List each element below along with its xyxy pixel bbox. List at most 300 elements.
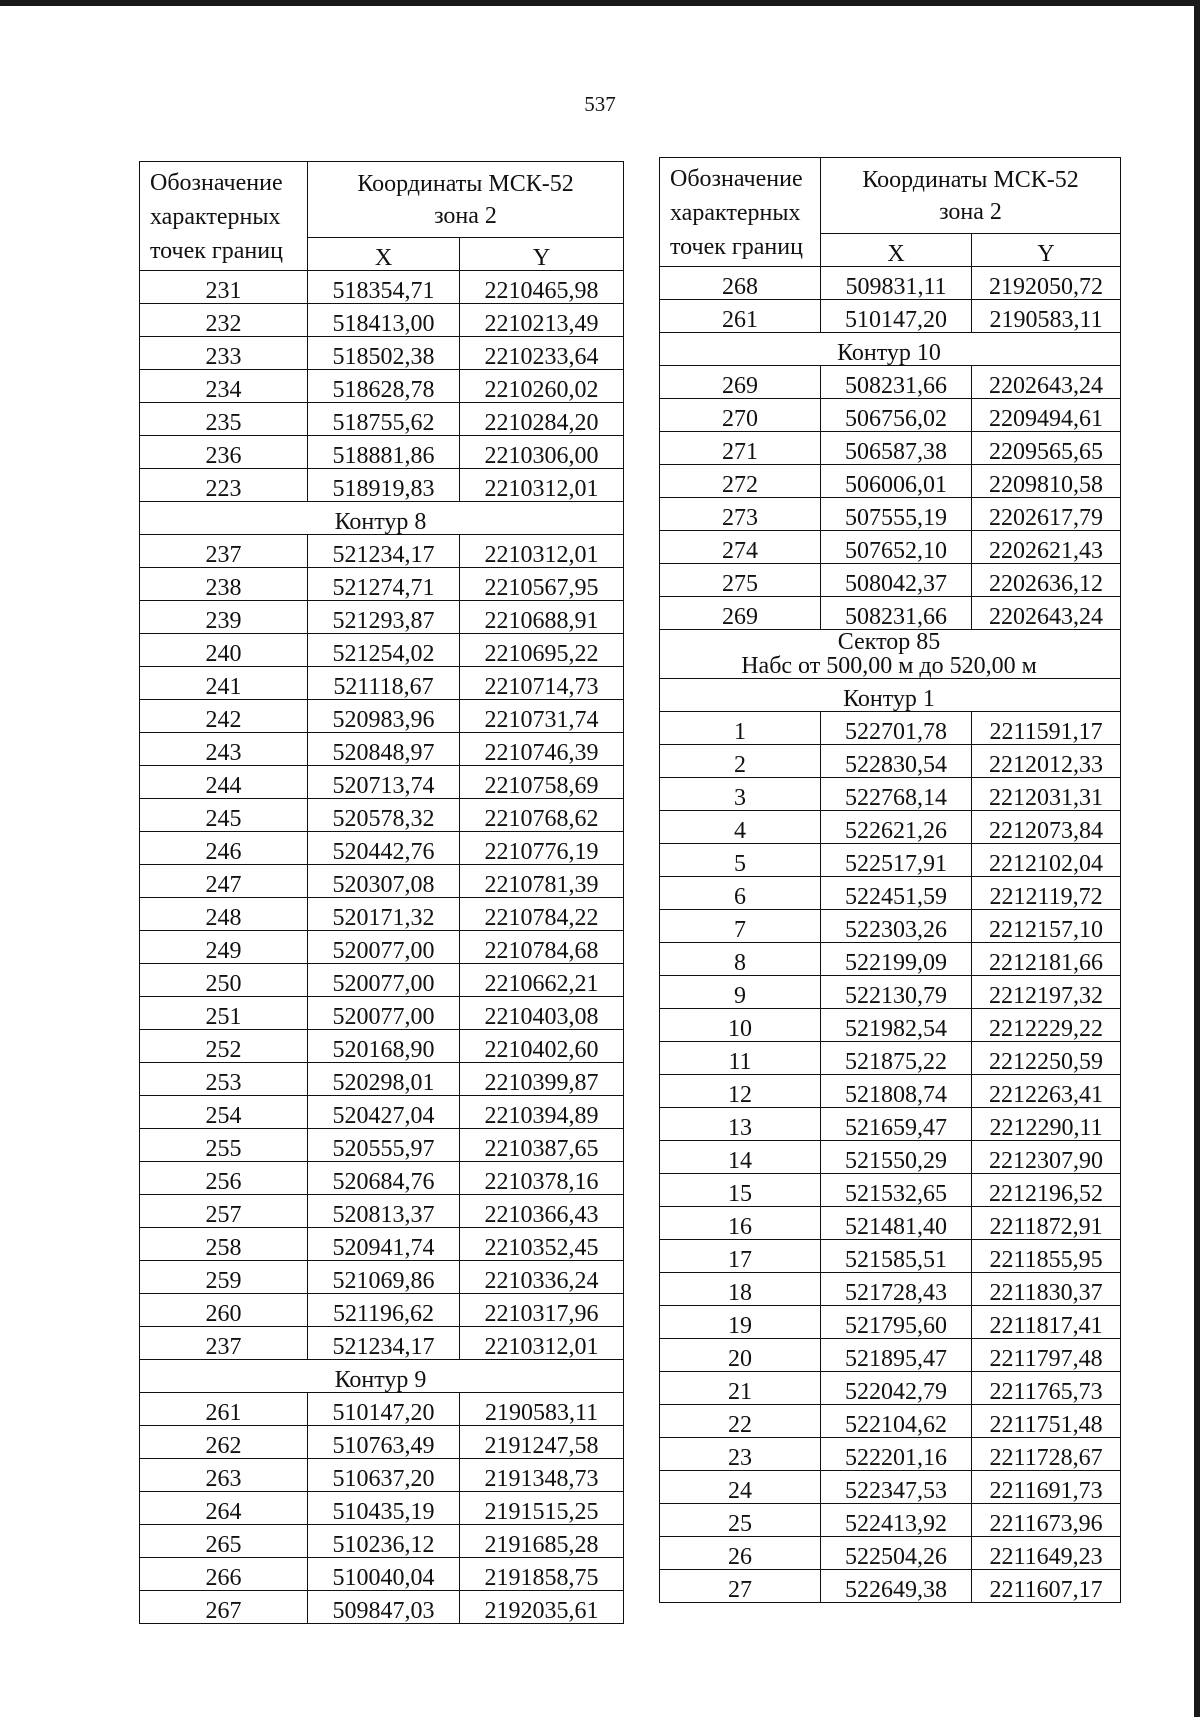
y-coordinate-cell: 2211765,73 <box>972 1372 1121 1405</box>
table-row <box>660 564 1121 597</box>
y-coordinate-cell: 2212073,84 <box>972 811 1121 844</box>
y-coordinate-cell: 2212181,66 <box>972 943 1121 976</box>
table-row <box>660 1306 1121 1339</box>
x-coordinate-cell: 522504,26 <box>821 1537 972 1570</box>
y-coordinate-cell: 2210714,73 <box>460 667 624 700</box>
x-coordinate-cell: 510763,49 <box>308 1426 460 1459</box>
table-row <box>140 667 624 700</box>
x-coordinate-cell: 521808,74 <box>821 1075 972 1108</box>
y-coordinate-cell: 2210399,87 <box>460 1063 624 1096</box>
table-row <box>140 997 624 1030</box>
x-coordinate-cell: 522199,09 <box>821 943 972 976</box>
x-coordinate-cell: 510435,19 <box>308 1492 460 1525</box>
section-subtitle-text: Набс от 500,00 м до 520,00 м <box>741 653 1037 679</box>
point-number-cell: 237 <box>140 535 308 568</box>
point-number-cell: 247 <box>140 865 308 898</box>
y-coordinate-cell: 2212119,72 <box>972 877 1121 910</box>
y-coordinate-cell: 2211607,17 <box>972 1570 1121 1603</box>
x-coordinate-cell: 520171,32 <box>308 898 460 931</box>
x-coordinate-cell: 518628,78 <box>308 370 460 403</box>
x-coordinate-cell: 520307,08 <box>308 865 460 898</box>
x-coordinate-cell: 508231,66 <box>821 366 972 399</box>
y-coordinate-cell: 2211872,91 <box>972 1207 1121 1240</box>
table-row <box>140 469 624 502</box>
table-row <box>140 733 624 766</box>
x-coordinate-cell: 509831,11 <box>821 267 972 300</box>
y-coordinate-cell: 2210758,69 <box>460 766 624 799</box>
table-row <box>660 432 1121 465</box>
y-coordinate-cell: 2211830,37 <box>972 1273 1121 1306</box>
y-coordinate-cell: 2210306,00 <box>460 436 624 469</box>
x-coordinate-cell: 521481,40 <box>821 1207 972 1240</box>
y-coordinate-cell: 2202621,43 <box>972 531 1121 564</box>
point-number-cell: 241 <box>140 667 308 700</box>
point-number-cell: 259 <box>140 1261 308 1294</box>
table-row <box>660 465 1121 498</box>
x-coordinate-cell: 520168,90 <box>308 1030 460 1063</box>
y-coordinate-cell: 2212250,59 <box>972 1042 1121 1075</box>
y-coordinate-cell: 2190583,11 <box>972 300 1121 333</box>
point-number-cell: 249 <box>140 931 308 964</box>
x-coordinate-cell: 521982,54 <box>821 1009 972 1042</box>
point-number-cell: 262 <box>140 1426 308 1459</box>
point-number-cell: 8 <box>660 943 821 976</box>
point-number-cell: 234 <box>140 370 308 403</box>
point-number-cell: 16 <box>660 1207 821 1240</box>
point-number-cell: 15 <box>660 1174 821 1207</box>
y-coordinate-cell: 2210312,01 <box>460 469 624 502</box>
y-coordinate-cell: 2211728,67 <box>972 1438 1121 1471</box>
table-row <box>660 811 1121 844</box>
section-title <box>660 333 1121 366</box>
y-coordinate-cell: 2211817,41 <box>972 1306 1121 1339</box>
table-row <box>660 712 1121 745</box>
point-number-cell: 236 <box>140 436 308 469</box>
x-coordinate-cell: 508231,66 <box>821 597 972 630</box>
point-number-cell: 238 <box>140 568 308 601</box>
x-coordinate-cell: 521118,67 <box>308 667 460 700</box>
table-row <box>140 535 624 568</box>
point-number-cell: 254 <box>140 1096 308 1129</box>
point-number-cell: 260 <box>140 1294 308 1327</box>
x-coordinate-cell: 510147,20 <box>821 300 972 333</box>
point-number-cell: 10 <box>660 1009 821 1042</box>
section-title-text: Контур 1 <box>843 686 935 712</box>
x-coordinate-cell: 506756,02 <box>821 399 972 432</box>
x-coordinate-cell: 508042,37 <box>821 564 972 597</box>
point-number-cell: 263 <box>140 1459 308 1492</box>
section-row <box>660 679 1121 712</box>
point-number-cell: 246 <box>140 832 308 865</box>
y-column-header: Y <box>460 237 624 270</box>
table-row <box>660 877 1121 910</box>
table-row <box>140 1393 624 1426</box>
x-coordinate-cell: 522413,92 <box>821 1504 972 1537</box>
y-coordinate-cell: 2211797,48 <box>972 1339 1121 1372</box>
table-row <box>660 976 1121 1009</box>
section-row <box>140 502 624 535</box>
x-coordinate-cell: 522104,62 <box>821 1405 972 1438</box>
table-row <box>660 1405 1121 1438</box>
x-coordinate-cell: 520684,76 <box>308 1162 460 1195</box>
table-row <box>140 1096 624 1129</box>
x-coordinate-cell: 522201,16 <box>821 1438 972 1471</box>
point-number-cell: 7 <box>660 910 821 943</box>
x-coordinate-cell: 522303,26 <box>821 910 972 943</box>
header-label-line1: Обозначение <box>670 166 803 192</box>
point-number-cell: 248 <box>140 898 308 931</box>
table-row <box>140 1558 624 1591</box>
y-coordinate-cell: 2210784,22 <box>460 898 624 931</box>
y-coordinate-cell: 2209494,61 <box>972 399 1121 432</box>
y-coordinate-cell: 2192050,72 <box>972 267 1121 300</box>
x-coordinate-cell: 510637,20 <box>308 1459 460 1492</box>
table-row <box>660 1570 1121 1603</box>
table-body-right <box>660 267 1121 1603</box>
point-number-cell: 261 <box>140 1393 308 1426</box>
coordinates-table-right <box>659 157 1121 1603</box>
x-coordinate-cell: 518354,71 <box>308 271 460 304</box>
table-row <box>140 1327 624 1360</box>
table-row <box>140 1591 624 1624</box>
x-coordinate-cell: 521728,43 <box>821 1273 972 1306</box>
scan-edge-right <box>1194 0 1200 1717</box>
table-row <box>140 931 624 964</box>
x-coordinate-cell: 522130,79 <box>821 976 972 1009</box>
table-row <box>660 1240 1121 1273</box>
x-coordinate-cell: 521196,62 <box>308 1294 460 1327</box>
points-column-header <box>660 158 821 267</box>
y-coordinate-cell: 2210260,02 <box>460 370 624 403</box>
y-coordinate-cell: 2211751,48 <box>972 1405 1121 1438</box>
y-coordinate-cell: 2210394,89 <box>460 1096 624 1129</box>
x-coordinate-cell: 520813,37 <box>308 1195 460 1228</box>
point-number-cell: 17 <box>660 1240 821 1273</box>
x-coordinate-cell: 522042,79 <box>821 1372 972 1405</box>
y-coordinate-cell: 2211591,17 <box>972 712 1121 745</box>
point-number-cell: 18 <box>660 1273 821 1306</box>
point-number-cell: 20 <box>660 1339 821 1372</box>
x-coordinate-cell: 520848,97 <box>308 733 460 766</box>
x-coordinate-cell: 518755,62 <box>308 403 460 436</box>
point-number-cell: 11 <box>660 1042 821 1075</box>
y-coordinate-cell: 2210465,98 <box>460 271 624 304</box>
point-number-cell: 270 <box>660 399 821 432</box>
y-coordinate-cell: 2202643,24 <box>972 366 1121 399</box>
point-number-cell: 27 <box>660 1570 821 1603</box>
point-number-cell: 266 <box>140 1558 308 1591</box>
y-coordinate-cell: 2210284,20 <box>460 403 624 436</box>
x-coordinate-cell: 518413,00 <box>308 304 460 337</box>
point-number-cell: 237 <box>140 1327 308 1360</box>
point-number-cell: 4 <box>660 811 821 844</box>
y-coordinate-cell: 2210366,43 <box>460 1195 624 1228</box>
table-row <box>660 597 1121 630</box>
point-number-cell: 261 <box>660 300 821 333</box>
y-coordinate-cell: 2212012,33 <box>972 745 1121 778</box>
x-coordinate-cell: 522701,78 <box>821 712 972 745</box>
coordinates-header <box>821 158 1121 234</box>
table-row <box>140 799 624 832</box>
y-coordinate-cell: 2211855,95 <box>972 1240 1121 1273</box>
table-row <box>660 1537 1121 1570</box>
point-number-cell: 265 <box>140 1525 308 1558</box>
x-coordinate-cell: 518919,83 <box>308 469 460 502</box>
table-row <box>660 943 1121 976</box>
point-number-cell: 25 <box>660 1504 821 1537</box>
table-row <box>140 436 624 469</box>
table-row <box>140 337 624 370</box>
table-row <box>140 1294 624 1327</box>
table-row <box>140 568 624 601</box>
table-row <box>660 910 1121 943</box>
x-coordinate-cell: 510040,04 <box>308 1558 460 1591</box>
x-coordinate-cell: 507652,10 <box>821 531 972 564</box>
table-row <box>140 1129 624 1162</box>
x-coordinate-cell: 520555,97 <box>308 1129 460 1162</box>
table-row <box>140 1261 624 1294</box>
point-number-cell: 231 <box>140 271 308 304</box>
y-coordinate-cell: 2190583,11 <box>460 1393 624 1426</box>
x-coordinate-cell: 507555,19 <box>821 498 972 531</box>
point-number-cell: 22 <box>660 1405 821 1438</box>
point-number-cell: 275 <box>660 564 821 597</box>
y-coordinate-cell: 2210731,74 <box>460 700 624 733</box>
y-coordinate-cell: 2212197,32 <box>972 976 1121 1009</box>
table-row <box>140 832 624 865</box>
point-number-cell: 271 <box>660 432 821 465</box>
point-number-cell: 242 <box>140 700 308 733</box>
table-row <box>660 498 1121 531</box>
table-row <box>140 1426 624 1459</box>
x-coordinate-cell: 510236,12 <box>308 1525 460 1558</box>
table-row <box>660 1141 1121 1174</box>
x-coordinate-cell: 520427,04 <box>308 1096 460 1129</box>
page-number: 537 <box>584 92 616 116</box>
x-coordinate-cell: 521532,65 <box>821 1174 972 1207</box>
x-coordinate-cell: 522517,91 <box>821 844 972 877</box>
table-row <box>660 778 1121 811</box>
coordinates-header-line1: Координаты МСК-52 <box>357 171 574 197</box>
point-number-cell: 250 <box>140 964 308 997</box>
table-row <box>660 1339 1121 1372</box>
point-number-cell: 13 <box>660 1108 821 1141</box>
x-coordinate-cell: 520077,00 <box>308 997 460 1030</box>
table-row <box>140 1162 624 1195</box>
table-row <box>660 1108 1121 1141</box>
table-row <box>140 1195 624 1228</box>
point-number-cell: 19 <box>660 1306 821 1339</box>
y-coordinate-cell: 2210403,08 <box>460 997 624 1030</box>
x-coordinate-cell: 520298,01 <box>308 1063 460 1096</box>
section-title <box>660 630 1121 679</box>
table-row <box>140 898 624 931</box>
y-coordinate-cell: 2212229,22 <box>972 1009 1121 1042</box>
table-row <box>660 1273 1121 1306</box>
x-coordinate-cell: 520713,74 <box>308 766 460 799</box>
table-row <box>660 1372 1121 1405</box>
y-coordinate-cell: 2191685,28 <box>460 1525 624 1558</box>
y-coordinate-cell: 2191247,58 <box>460 1426 624 1459</box>
x-coordinate-cell: 521895,47 <box>821 1339 972 1372</box>
point-number-cell: 1 <box>660 712 821 745</box>
y-coordinate-cell: 2210768,62 <box>460 799 624 832</box>
section-title <box>140 502 624 535</box>
x-coordinate-cell: 521585,51 <box>821 1240 972 1273</box>
point-number-cell: 6 <box>660 877 821 910</box>
point-number-cell: 21 <box>660 1372 821 1405</box>
x-coordinate-cell: 521274,71 <box>308 568 460 601</box>
coordinates-header <box>308 162 624 238</box>
section-title-text: Контур 8 <box>334 509 427 535</box>
section-title-text: Сектор 85 <box>837 629 941 655</box>
x-coordinate-cell: 521550,29 <box>821 1141 972 1174</box>
table-row <box>660 366 1121 399</box>
y-coordinate-cell: 2210784,68 <box>460 931 624 964</box>
x-coordinate-cell: 522621,26 <box>821 811 972 844</box>
table-row <box>660 844 1121 877</box>
x-coordinate-cell: 521293,87 <box>308 601 460 634</box>
y-coordinate-cell: 2210352,45 <box>460 1228 624 1261</box>
section-row <box>140 1360 624 1393</box>
y-coordinate-cell: 2212196,52 <box>972 1174 1121 1207</box>
header-label-line2: характерных <box>150 204 281 230</box>
table-row <box>140 964 624 997</box>
point-number-cell: 257 <box>140 1195 308 1228</box>
header-label-line2: характерных <box>670 200 801 226</box>
y-coordinate-cell: 2192035,61 <box>460 1591 624 1624</box>
x-coordinate-cell: 521069,86 <box>308 1261 460 1294</box>
y-coordinate-cell: 2210781,39 <box>460 865 624 898</box>
x-coordinate-cell: 521795,60 <box>821 1306 972 1339</box>
table-row <box>140 865 624 898</box>
x-coordinate-cell: 506587,38 <box>821 432 972 465</box>
y-coordinate-cell: 2212031,31 <box>972 778 1121 811</box>
point-number-cell: 223 <box>140 469 308 502</box>
y-coordinate-cell: 2202643,24 <box>972 597 1121 630</box>
table-row <box>140 601 624 634</box>
section-row <box>660 630 1121 679</box>
x-coordinate-cell: 520983,96 <box>308 700 460 733</box>
table-row <box>140 1492 624 1525</box>
y-coordinate-cell: 2212290,11 <box>972 1108 1121 1141</box>
point-number-cell: 269 <box>660 597 821 630</box>
table-row <box>660 267 1121 300</box>
header-label-line1: Обозначение <box>150 170 283 196</box>
y-coordinate-cell: 2191348,73 <box>460 1459 624 1492</box>
x-coordinate-cell: 522347,53 <box>821 1471 972 1504</box>
point-number-cell: 272 <box>660 465 821 498</box>
x-coordinate-cell: 520077,00 <box>308 964 460 997</box>
header-label-line3: точек границ <box>670 234 803 260</box>
y-coordinate-cell: 2210567,95 <box>460 568 624 601</box>
y-coordinate-cell: 2212157,10 <box>972 910 1121 943</box>
table-row <box>140 304 624 337</box>
point-number-cell: 2 <box>660 745 821 778</box>
x-coordinate-cell: 522830,54 <box>821 745 972 778</box>
y-coordinate-cell: 2212102,04 <box>972 844 1121 877</box>
table-row <box>660 1009 1121 1042</box>
point-number-cell: 256 <box>140 1162 308 1195</box>
point-number-cell: 252 <box>140 1030 308 1063</box>
y-coordinate-cell: 2211691,73 <box>972 1471 1121 1504</box>
y-coordinate-cell: 2210317,96 <box>460 1294 624 1327</box>
y-coordinate-cell: 2210695,22 <box>460 634 624 667</box>
coordinates-header-line2: зона 2 <box>939 199 1002 225</box>
y-coordinate-cell: 2210233,64 <box>460 337 624 370</box>
y-coordinate-cell: 2211673,96 <box>972 1504 1121 1537</box>
x-column-header: X <box>308 237 460 270</box>
y-coordinate-cell: 2210387,65 <box>460 1129 624 1162</box>
x-coordinate-cell: 521659,47 <box>821 1108 972 1141</box>
point-number-cell: 273 <box>660 498 821 531</box>
y-coordinate-cell: 2191858,75 <box>460 1558 624 1591</box>
table-row <box>140 700 624 733</box>
point-number-cell: 258 <box>140 1228 308 1261</box>
point-number-cell: 274 <box>660 531 821 564</box>
y-coordinate-cell: 2191515,25 <box>460 1492 624 1525</box>
point-number-cell: 24 <box>660 1471 821 1504</box>
point-number-cell: 245 <box>140 799 308 832</box>
y-coordinate-cell: 2210312,01 <box>460 1327 624 1360</box>
y-coordinate-cell: 2210688,91 <box>460 601 624 634</box>
x-coordinate-cell: 518502,38 <box>308 337 460 370</box>
y-coordinate-cell: 2210312,01 <box>460 535 624 568</box>
x-coordinate-cell: 521234,17 <box>308 535 460 568</box>
x-coordinate-cell: 522768,14 <box>821 778 972 811</box>
point-number-cell: 5 <box>660 844 821 877</box>
y-coordinate-cell: 2209565,65 <box>972 432 1121 465</box>
x-coordinate-cell: 520578,32 <box>308 799 460 832</box>
scan-edge-top <box>0 0 1200 6</box>
x-coordinate-cell: 506006,01 <box>821 465 972 498</box>
point-number-cell: 239 <box>140 601 308 634</box>
table-row <box>660 531 1121 564</box>
table-row <box>660 1075 1121 1108</box>
point-number-cell: 235 <box>140 403 308 436</box>
point-number-cell: 232 <box>140 304 308 337</box>
table-row <box>660 300 1121 333</box>
y-coordinate-cell: 2211649,23 <box>972 1537 1121 1570</box>
point-number-cell: 9 <box>660 976 821 1009</box>
y-coordinate-cell: 2210662,21 <box>460 964 624 997</box>
table-row <box>140 370 624 403</box>
y-coordinate-cell: 2210746,39 <box>460 733 624 766</box>
point-number-cell: 243 <box>140 733 308 766</box>
section-title <box>660 679 1121 712</box>
table-row <box>660 1471 1121 1504</box>
point-number-cell: 269 <box>660 366 821 399</box>
y-column-header: Y <box>972 233 1121 266</box>
point-number-cell: 244 <box>140 766 308 799</box>
point-number-cell: 267 <box>140 1591 308 1624</box>
table-row <box>140 403 624 436</box>
x-coordinate-cell: 521254,02 <box>308 634 460 667</box>
table-row <box>660 745 1121 778</box>
point-number-cell: 253 <box>140 1063 308 1096</box>
coordinates-header-line1: Координаты МСК-52 <box>862 167 1079 193</box>
x-coordinate-cell: 520077,00 <box>308 931 460 964</box>
section-title-text: Контур 9 <box>334 1367 427 1393</box>
point-number-cell: 233 <box>140 337 308 370</box>
points-column-header <box>140 162 308 271</box>
x-column-header: X <box>821 233 972 266</box>
table-row <box>660 1207 1121 1240</box>
point-number-cell: 12 <box>660 1075 821 1108</box>
y-coordinate-cell: 2210776,19 <box>460 832 624 865</box>
table-row <box>660 1438 1121 1471</box>
y-coordinate-cell: 2202636,12 <box>972 564 1121 597</box>
